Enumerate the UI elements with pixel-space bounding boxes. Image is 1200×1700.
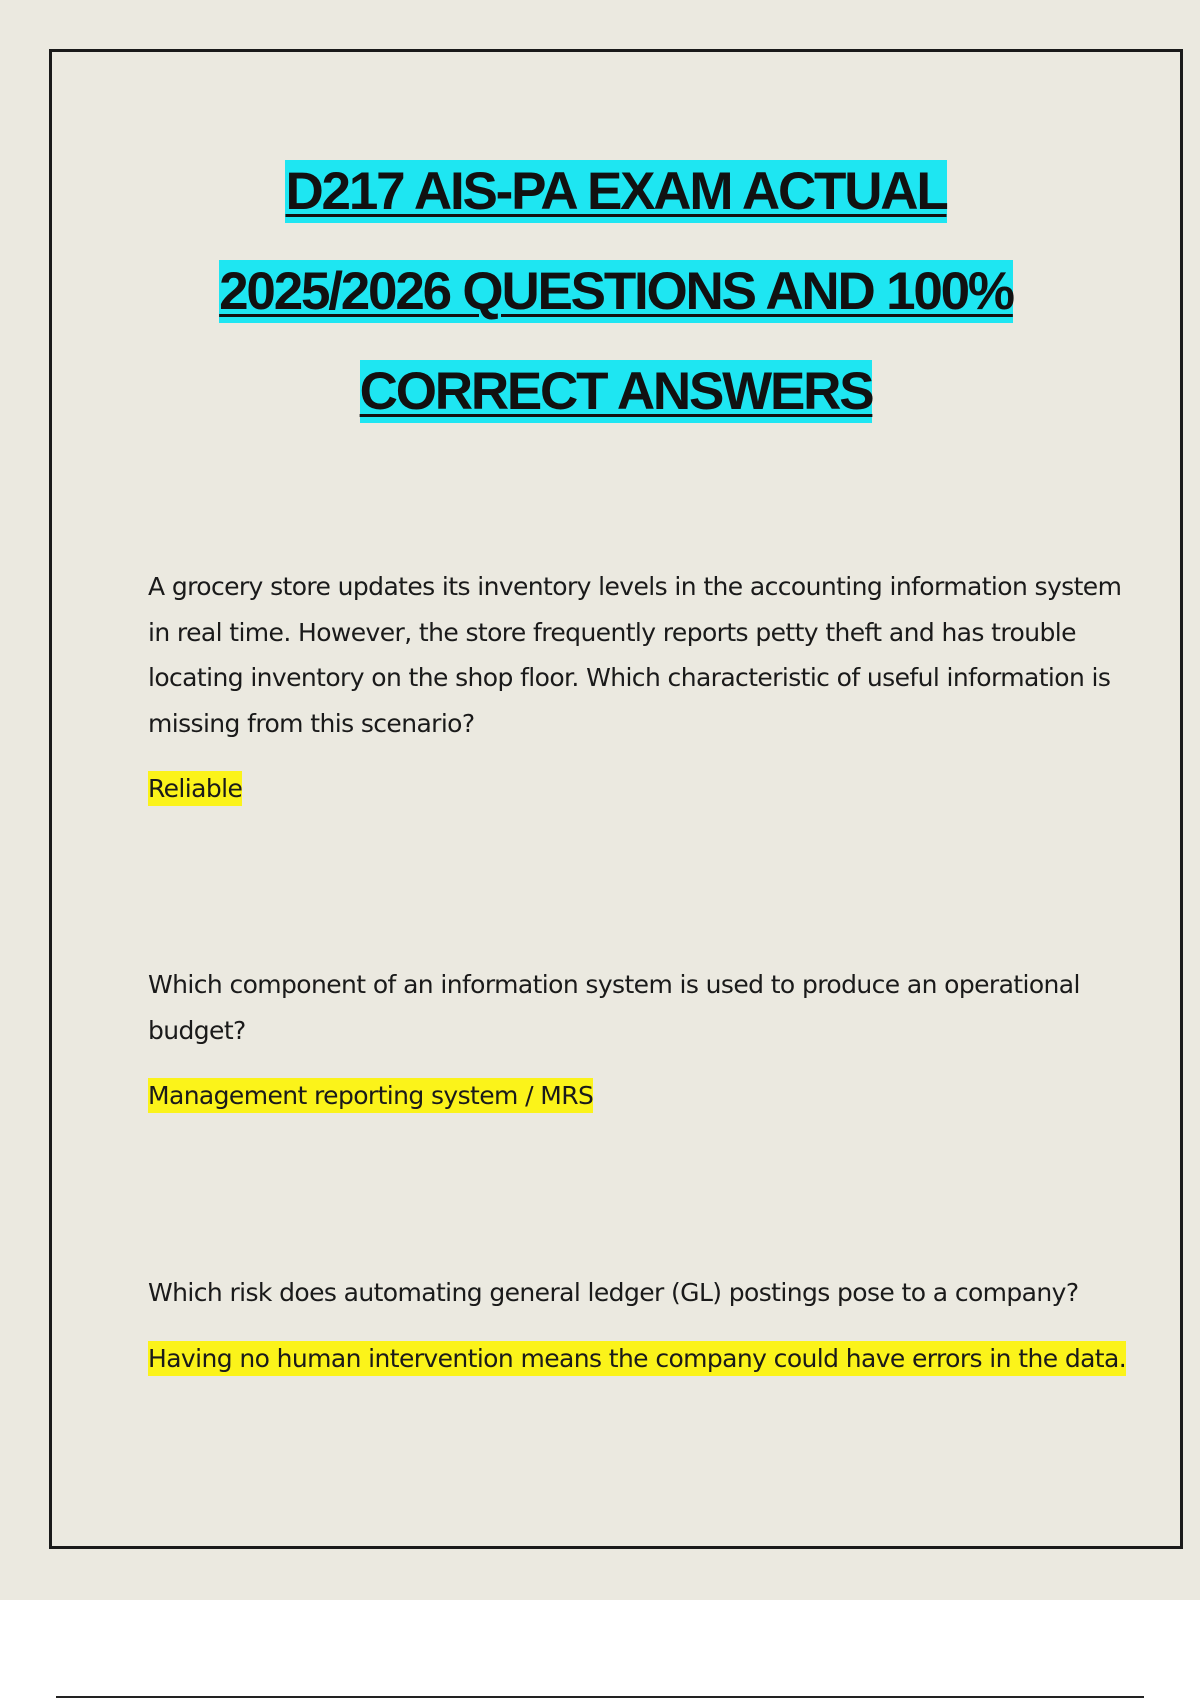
question-3: Which risk does automating general ledger (GL) postings pose to a company? [148,1278,1079,1307]
question-1: A grocery store updates its inventory levels in the accounting information system in real time. However, the store frequently reports petty theft and has trouble locating inventory on the shop floor. Which characteristic of useful information is missing from this scenario? [148,572,1122,738]
answer-1-text: Reliable [148,771,242,806]
title-line-2 [52,242,1180,342]
qa-item-2 [148,962,1148,1119]
title-line-1-text: D217 AIS-PA EXAM ACTUAL [285,162,947,221]
title-line-3-text: CORRECT ANSWERS [359,362,873,421]
title-line-1 [52,142,1180,242]
qa-item-3 [148,1270,1148,1381]
document-title [52,142,1180,442]
answer-3-text: Having no human intervention means the company could have errors in the data. [148,1341,1126,1376]
answer-2-text: Management reporting system / MRS [148,1078,593,1113]
document-border-frame [49,49,1183,1549]
title-line-3 [52,342,1180,442]
footer-divider [56,1696,1144,1698]
answer-1 [148,766,1148,812]
answer-2 [148,1073,1148,1119]
answer-3 [148,1336,1148,1382]
question-2: Which component of an information system is used to produce an operational budget? [148,970,1080,1045]
qa-item-1 [148,564,1148,812]
title-line-2-text: 2025/2026 QUESTIONS AND 100% [219,262,1013,321]
